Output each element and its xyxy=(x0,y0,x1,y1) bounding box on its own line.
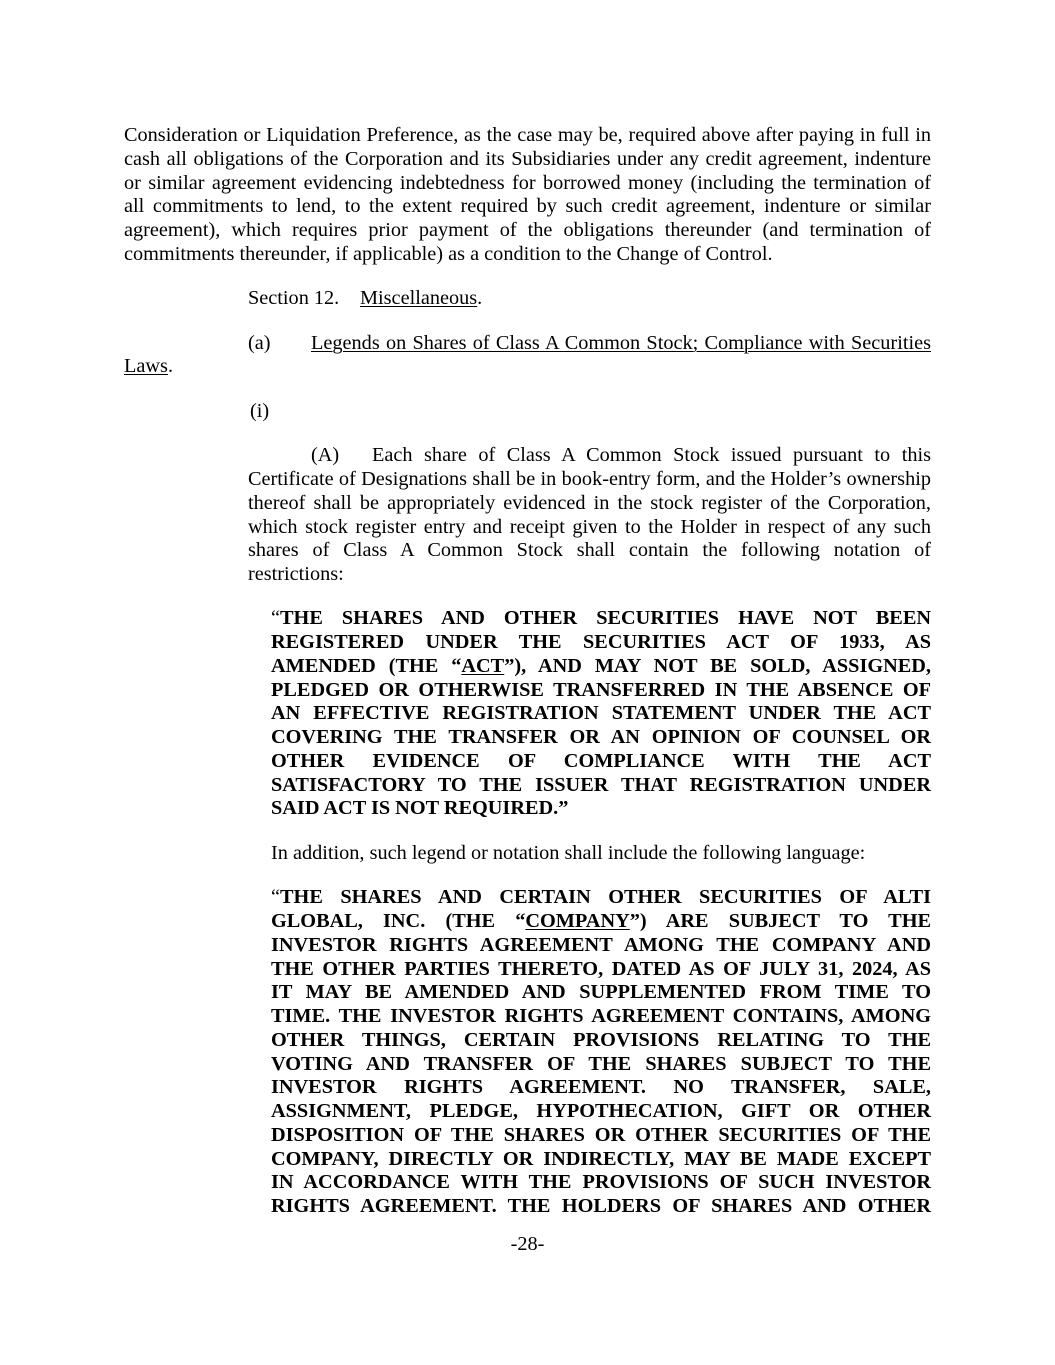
legend-text: THE SHARES AND CERTAIN OTHER SECURITIES OF ALTI xyxy=(280,886,931,909)
subsection-title: Legends on Shares of Class A Common Stock; Compliance with Securities xyxy=(311,331,931,354)
paragraph-line: agreement), which requires prior payment of the obligations thereunder (and termination of xyxy=(124,219,931,241)
legend-line: DISPOSITION OF THE SHARES OR OTHER SECURITIES OF THE xyxy=(271,1123,931,1146)
legend-line: SATISFACTORY TO THE ISSUER THAT REGISTRATION UNDER xyxy=(271,773,931,796)
paragraph-line: Certificate of Designations shall be in book-entry form, and the Holder’s ownership xyxy=(248,468,931,490)
open-quote: “ xyxy=(271,886,281,909)
change-of-control-paragraph xyxy=(124,124,931,267)
paragraph-line: which stock register entry and receipt given to the Holder in respect of any such xyxy=(248,515,931,538)
section-12-heading xyxy=(248,287,931,311)
legend-line: AN EFFECTIVE REGISTRATION STATEMENT UNDER THE ACT xyxy=(271,702,931,725)
subsection-title-continued: Laws xyxy=(124,355,168,378)
legend-line: OTHER EVIDENCE OF COMPLIANCE WITH THE ACT xyxy=(271,749,931,772)
heading-line xyxy=(124,355,931,379)
subsection-label: (a) xyxy=(248,331,271,354)
heading-line xyxy=(248,287,931,311)
heading-line xyxy=(248,332,931,356)
legend-line: ASSIGNMENT, PLEDGE, HYPOTHECATION, GIFT OR OTHER xyxy=(271,1100,931,1123)
legend-line: COMPANY, DIRECTLY OR INDIRECTLY, MAY BE MADE EXCEPT xyxy=(271,1147,931,1170)
paragraph-line: or similar agreement evidencing indebtedness for borrowed money (including the termination of xyxy=(124,171,931,194)
investor-rights-legend xyxy=(271,886,931,1219)
legend-line: IN ACCORDANCE WITH THE PROVISIONS OF SUCH INVESTOR xyxy=(271,1171,931,1194)
subsection-title-line xyxy=(311,332,931,356)
subsection-a-heading xyxy=(124,332,931,380)
legend-line: INVESTOR RIGHTS AGREEMENT. NO TRANSFER, SALE, xyxy=(271,1076,931,1099)
paragraph-line: shares of Class A Common Stock shall contain the following notation of xyxy=(248,539,931,562)
legend-text: GLOBAL, INC. (THE “ xyxy=(271,910,526,933)
legend-text: ”) ARE SUBJECT TO THE xyxy=(629,910,931,933)
legend-text: ”), AND MAY NOT BE SOLD, ASSIGNED, xyxy=(504,654,932,677)
paragraph-line: all commitments to lend, to the extent required by such credit agreement, indenture or similar xyxy=(124,195,931,218)
paragraph-line: Consideration or Liquidation Preference, as the case may be, required above after paying in full in xyxy=(124,124,931,146)
subsection-title-period: . xyxy=(167,355,174,378)
page-body xyxy=(124,124,931,1219)
section-number: Section 12. xyxy=(248,287,340,310)
legend-line xyxy=(271,886,931,910)
paragraph-line: In addition, such legend or notation shall include the following language: xyxy=(271,841,866,864)
clause-label: (i) xyxy=(250,399,270,422)
legend-line xyxy=(271,607,931,631)
legend-line: PLEDGED OR OTHERWISE TRANSFERRED IN THE ABSENCE OF xyxy=(271,678,931,701)
legend-line: INVESTOR RIGHTS AGREEMENT AMONG THE COMPANY AND xyxy=(271,933,931,956)
paragraph-line: commitments thereunder, if applicable) as a condition to the Change of Control. xyxy=(124,242,773,265)
open-quote: “ xyxy=(271,607,281,630)
paragraph-line-text: Each share of Class A Common Stock issued pursuant to this xyxy=(372,444,931,467)
legend-line: THE OTHER PARTIES THERETO, DATED AS OF JULY 31, 2024, AS xyxy=(271,957,931,980)
clause-A-paragraph xyxy=(248,444,931,587)
paragraph-line: thereof shall be appropriately evidenced in the stock register of the Corporation, xyxy=(248,491,931,514)
section-title: Miscellaneous xyxy=(360,287,478,310)
section-title-period: . xyxy=(477,287,483,310)
clause-i xyxy=(250,400,931,424)
defined-term: COMPANY xyxy=(525,910,630,933)
legend-line: COVERING THE TRANSFER OR AN OPINION OF COUNSEL OR xyxy=(271,726,931,749)
legend-line: IT MAY BE AMENDED AND SUPPLEMENTED FROM TIME TO xyxy=(271,981,931,1004)
paragraph-line: restrictions: xyxy=(248,563,344,585)
legend-text: AMENDED (THE “ xyxy=(271,654,462,677)
paragraph-line xyxy=(311,444,931,468)
securities-act-legend xyxy=(271,607,931,821)
additional-language-intro xyxy=(271,842,931,866)
defined-term: ACT xyxy=(461,654,505,677)
clause-label: (A) xyxy=(311,444,340,467)
legend-line: REGISTERED UNDER THE SECURITIES ACT OF 1933, AS xyxy=(271,631,931,654)
legend-line xyxy=(271,655,931,679)
legend-line: TIME. THE INVESTOR RIGHTS AGREEMENT CONTAINS, AMONG xyxy=(271,1005,931,1028)
legend-text: THE SHARES AND OTHER SECURITIES HAVE NOT BEEN xyxy=(280,607,931,630)
legend-line: OTHER THINGS, CERTAIN PROVISIONS RELATING TO THE xyxy=(271,1028,931,1051)
page-number: -28- xyxy=(510,1233,545,1255)
legend-line: SAID ACT IS NOT REQUIRED.” xyxy=(271,797,569,820)
paragraph-line: cash all obligations of the Corporation and its Subsidiaries under any credit agreement, indenture xyxy=(124,147,931,170)
legend-line: VOTING AND TRANSFER OF THE SHARES SUBJECT TO THE xyxy=(271,1052,931,1075)
legend-line: RIGHTS AGREEMENT. THE HOLDERS OF SHARES AND OTHER xyxy=(271,1195,931,1218)
legend-line xyxy=(271,910,931,934)
